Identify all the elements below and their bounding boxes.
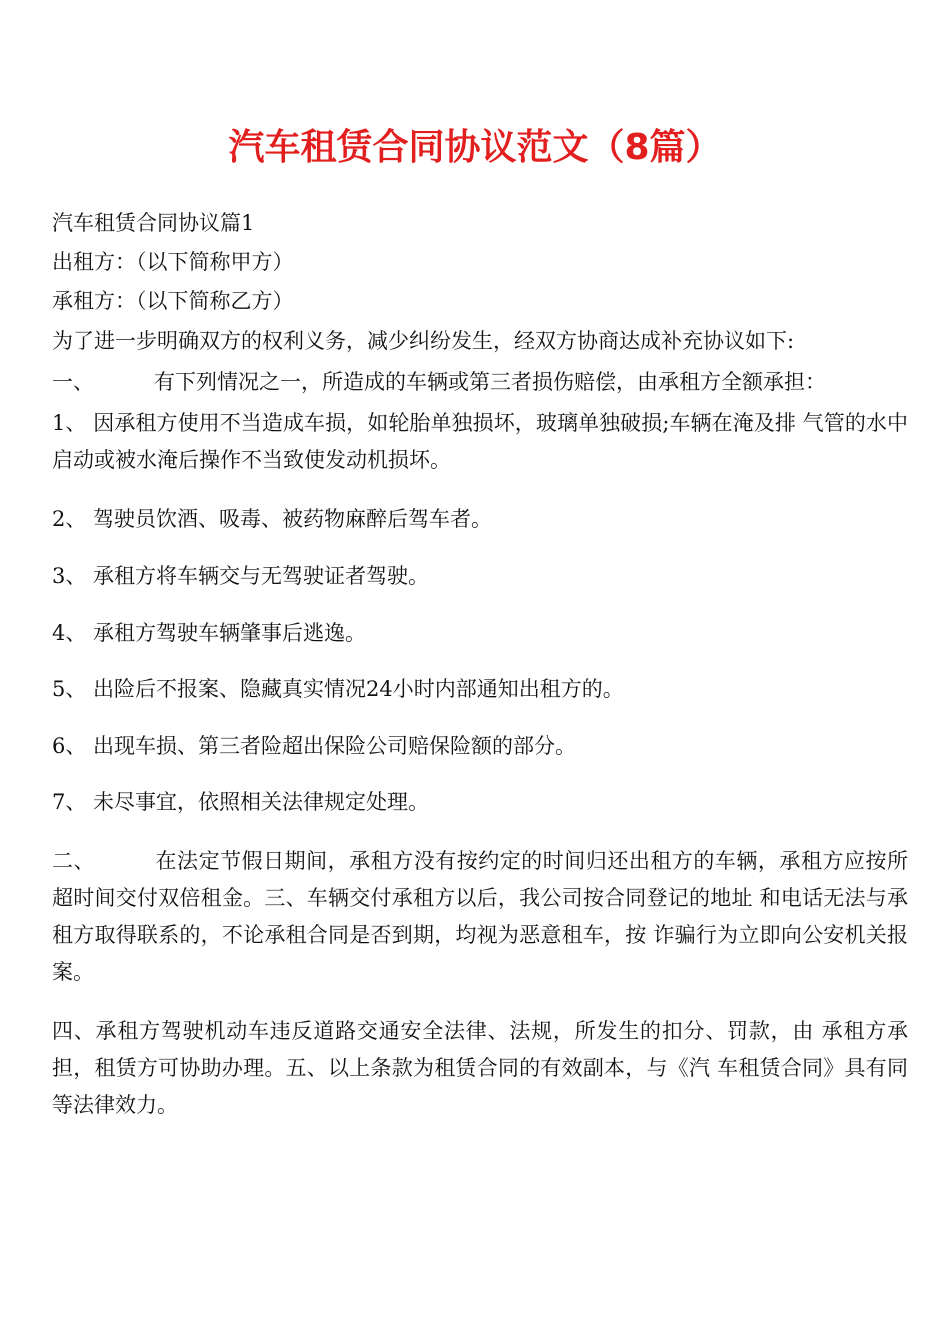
lessor-line: 出租方：（以下简称甲方） (52, 250, 294, 274)
lessee-line: 承租方：（以下简称乙方） (52, 289, 294, 313)
list-item: 1、 因承租方使用不当造成车损，如轮胎单独损坏，玻璃单独破损;车辆在淹及排 气管的水中启动或被水淹后操作不当致使发动机损坏。 (52, 411, 908, 472)
list-item: 7、 未尽事宜，依照相关法律规定处理。 (52, 790, 430, 814)
list-item: 5、 出险后不报案、隐藏真实情况24小时内部通知出租方的。 (52, 677, 624, 701)
clause-2-number: 二、 (52, 849, 96, 873)
clause-1 (52, 368, 908, 396)
clause-1-text: 有下列情况之一，所造成的车辆或第三者损伤赔偿，由承租方全额承担： (154, 370, 826, 394)
clause-4: 四、承租方驾驶机动车违反道路交通安全法律、法规，所发生的扣分、罚款，由 承租方承担，租赁方可协助办理。五、以上条款为租赁合同的有效副本，与《汽 车租赁合同》具有同等法律效力。 (52, 1019, 908, 1117)
clause-2-text: 在法定节假日期间，承租方没有按约定的时间归还出租方的车辆，承租方应按所超时间交付双倍租金。三、车辆交付承租方以后，我公司按合同登记的地址 和电话无法与承租方取得联系的，不论承租合同是否到期，均视为恶意租车，按 诈骗行为立即向公安机关报案。 (52, 849, 909, 984)
document-title: 汽车租赁合同协议范文（8篇） (228, 127, 722, 168)
list-item: 6、 出现车损、第三者险超出保险公司赔保险额的部分。 (52, 734, 577, 758)
list-item: 2、 驾驶员饮酒、吸毒、被药物麻醉后驾车者。 (52, 507, 493, 531)
list-item: 4、 承租方驾驶车辆肇事后逃逸。 (52, 621, 367, 645)
clause-2 (52, 843, 908, 991)
section-heading: 汽车租赁合同协议篇1 (52, 211, 255, 235)
preamble: 为了进一步明确双方的权利义务，减少纠纷发生，经双方协商达成补充协议如下: (52, 329, 795, 353)
clause-1-number: 一、 (52, 370, 94, 394)
list-item: 3、 承租方将车辆交与无驾驶证者驾驶。 (52, 564, 430, 588)
